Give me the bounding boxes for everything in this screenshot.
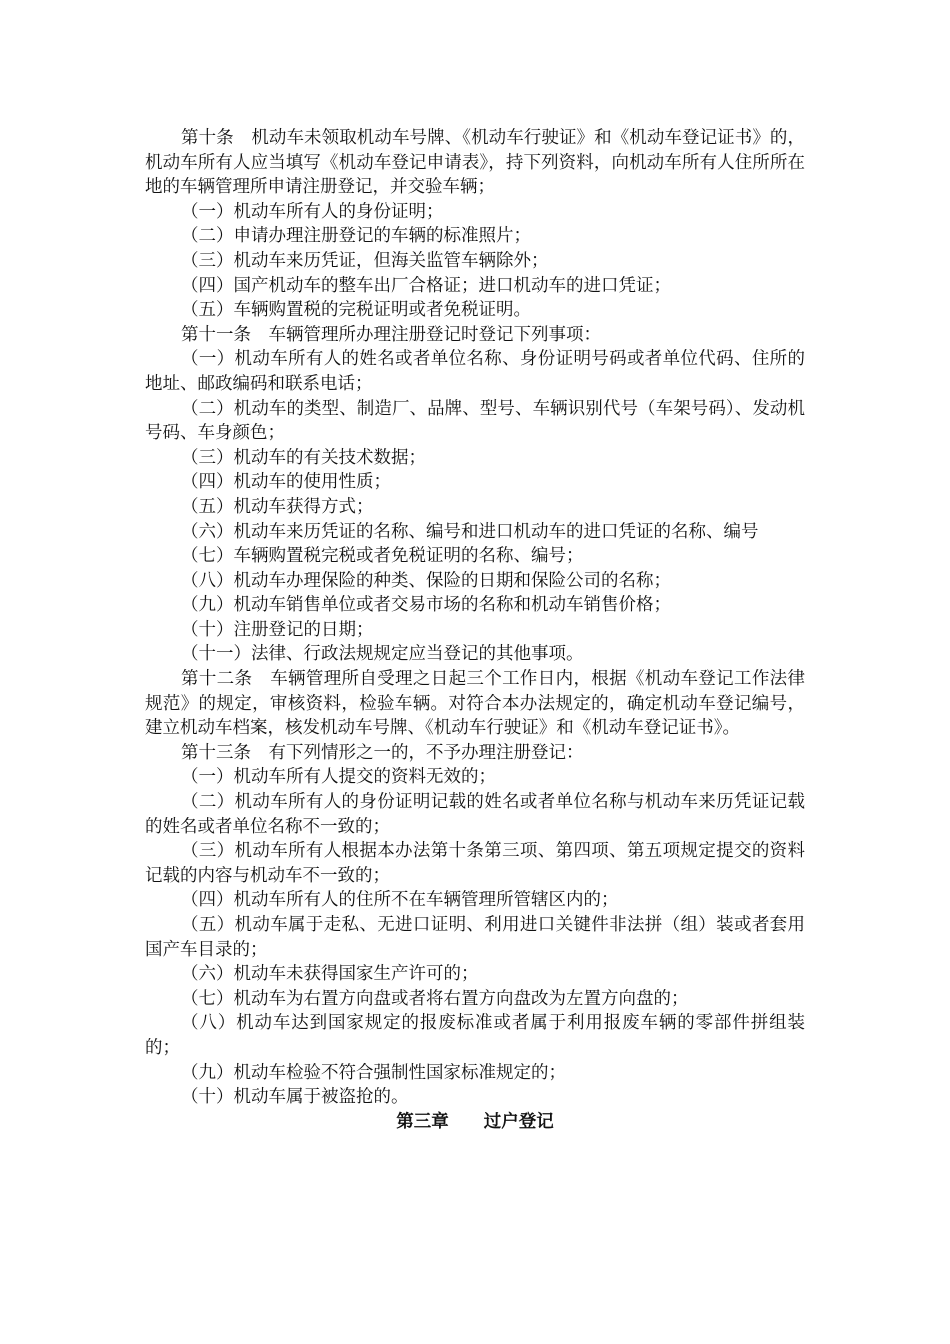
article-10-item-3: （三）机动车来历凭证，但海关监管车辆除外； xyxy=(181,250,549,271)
article-10-item-2: （二）申请办理注册登记的车辆的标准照片； xyxy=(181,226,531,247)
article-13-item-5: （五）机动车属于走私、无进口证明、利用进口关键件非法拼（组）装或者套用国产车目录的； xyxy=(145,915,805,960)
article-11-item-10: （十）注册登记的日期； xyxy=(181,619,374,640)
article-13-item-10: （十）机动车属于被盗抢的。 xyxy=(181,1087,409,1108)
article-13-item-3: （三）机动车所有人根据本办法第十条第三项、第四项、第五项规定提交的资料记载的内容与机动车不一致的； xyxy=(145,841,805,886)
article-11-item-11: （十一）法律、行政法规规定应当登记的其他事项。 xyxy=(181,644,584,665)
article-11-item-8: （八）机动车办理保险的种类、保险的日期和保险公司的名称； xyxy=(181,570,671,591)
article-10-item-1: （一）机动车所有人的身份证明； xyxy=(181,201,444,222)
article-12-intro: 第十二条 车辆管理所自受理之日起三个工作日内，根据《机动车登记工作法律规范》的规定，审核资料，检验车辆。对符合本办法规定的，确定机动车登记编号，建立机动车档案，核发机动车号牌、《机动车行驶证》和《机动车登记证书》。 xyxy=(145,669,805,739)
article-11-item-4: （四）机动车的使用性质； xyxy=(181,472,391,493)
article-11-item-1: （一）机动车所有人的姓名或者单位名称、身份证明号码或者单位代码、住所的地址、邮政编码和联系电话； xyxy=(145,349,805,394)
article-11-item-2: （二）机动车的类型、制造厂、品牌、型号、车辆识别代号（车架号码）、发动机号码、车身颜色； xyxy=(145,398,805,444)
article-13-item-7: （七）机动车为右置方向盘或者将右置方向盘改为左置方向盘的； xyxy=(181,988,689,1009)
article-13-item-9: （九）机动车检验不符合强制性国家标准规定的； xyxy=(181,1062,566,1083)
article-11-item-7: （七）车辆购置税完税或者免税证明的名称、编号； xyxy=(181,546,584,567)
document-page xyxy=(145,126,805,1134)
article-13-item-6: （六）机动车未获得国家生产许可的； xyxy=(181,964,479,985)
article-11-item-9: （九）机动车销售单位或者交易市场的名称和机动车销售价格； xyxy=(181,595,671,616)
article-13-intro: 第十三条 有下列情形之一的，不予办理注册登记： xyxy=(181,742,584,763)
article-11-item-6: （六）机动车来历凭证的名称、编号和进口机动车的进口凭证的名称、编号 xyxy=(181,521,759,542)
article-10-item-4: （四）国产机动车的整车出厂合格证；进口机动车的进口凭证； xyxy=(181,275,671,296)
chapter-3-heading: 第三章 过户登记 xyxy=(396,1111,554,1132)
article-13-item-8: （八）机动车达到国家规定的报废标准或者属于利用报废车辆的零部件拼组装的； xyxy=(145,1013,805,1058)
article-11-intro: 第十一条 车辆管理所办理注册登记时登记下列事项： xyxy=(181,324,601,345)
article-10-item-5: （五）车辆购置税的完税证明或者免税证明。 xyxy=(181,300,531,321)
article-13-item-1: （一）机动车所有人提交的资料无效的； xyxy=(181,767,496,788)
article-11-item-3: （三）机动车的有关技术数据； xyxy=(181,447,426,468)
article-11-item-5: （五）机动车获得方式； xyxy=(181,496,374,517)
article-13-item-2: （二）机动车所有人的身份证明记载的姓名或者单位名称与机动车来历凭证记载的姓名或者单位名称不一致的； xyxy=(145,792,805,837)
article-10-intro: 第十条 机动车未领取机动车号牌、《机动车行驶证》和《机动车登记证书》的，机动车所有人应当填写《机动车登记申请表》，持下列资料，向机动车所有人住所所在地的车辆管理所申请注册登记，并交验车辆； xyxy=(145,128,805,198)
article-13-item-4: （四）机动车所有人的住所不在车辆管理所管辖区内的； xyxy=(181,890,619,911)
